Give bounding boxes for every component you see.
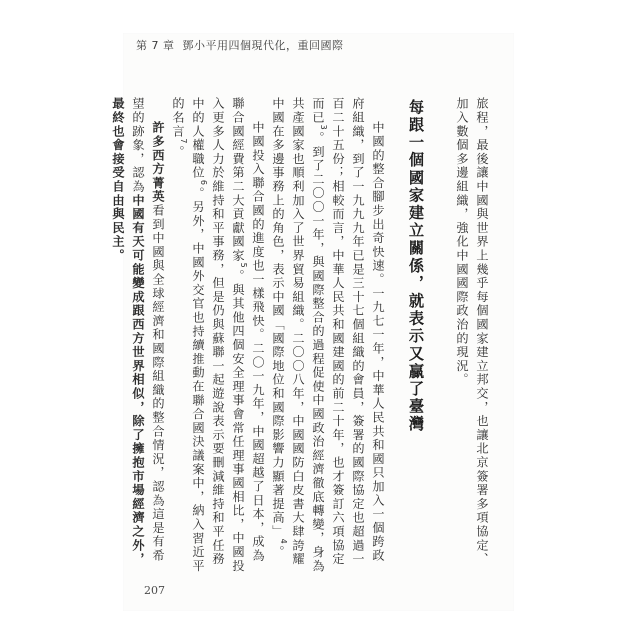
paragraph-text: 。 bbox=[271, 545, 285, 560]
paragraph-integration bbox=[268, 97, 388, 575]
footnote-marker: 6 bbox=[199, 179, 209, 187]
footnote-marker: 4 bbox=[279, 538, 289, 546]
chapter-number: 第 7 章 bbox=[136, 39, 175, 52]
section-heading: 每跟一個國家建立關係，就表示又贏了臺灣 bbox=[407, 99, 425, 434]
running-header bbox=[136, 36, 344, 54]
paragraph-text: 。到了二〇〇一年，與國際整合的過程促使中國政治經濟徹底轉變，身為共產國家也順利加入了世界貿易組織。二〇〇八年，中國國防白皮書大肆誇耀中國在多邊事務上的角色，表示中國「國際地位和國際影響力顯著提高」 bbox=[271, 97, 325, 573]
footnote-marker: 7 bbox=[179, 138, 189, 146]
paragraph-text: 中國的整合腳步出奇快速。一九七一年，中華人民共和國只加入一個跨政府組織，到了一九九九年已是三十七個組織的會員，簽署的國際協定也超過一百二十五份；相較而言，中華人民共和國建國的前二十年，也才簽訂六項協定而已 bbox=[311, 97, 385, 567]
emphasis-conclusion: 中國有天可能變成跟西方世界相似，除了擁抱市場經濟之外，最終也會接受自由與民主。 bbox=[111, 97, 145, 567]
paragraph-western-elites bbox=[108, 97, 168, 575]
vertical-text-body bbox=[111, 97, 492, 575]
paragraph-continuation: 旅程，最後讓中國與世界上幾乎每個國家建立邦交，也讓北京簽署多項協定、加入數個多邊組織，強化中國國際政治的現況。 bbox=[455, 97, 489, 567]
footnote-marker: 5 bbox=[239, 262, 249, 270]
paragraph-text: 中國投入聯合國的進度也一樣飛快。二〇一九年，中國超越了日本，成為聯合國經費第二大貢獻國家 bbox=[231, 97, 265, 563]
footnote-marker: 3 bbox=[319, 124, 329, 132]
paragraph-text: 。與其他四個安全理事會常任理事國相比，中國投入更多人力於維持和平事務，但是仍與蘇聯一起遊說表示要刪減維持和平任務中的人權職位 bbox=[191, 97, 245, 573]
paragraph-text: 看到中國與全球經濟和國際組織的整合情況，認為這是有希望的跡象，認為 bbox=[131, 97, 165, 564]
paragraph-un bbox=[168, 97, 268, 575]
page-number: 207 bbox=[144, 584, 165, 597]
book-page bbox=[111, 33, 514, 611]
paragraph-text: 。 bbox=[171, 145, 185, 159]
chapter-title: 鄧小平用四個現代化，重回國際 bbox=[182, 39, 344, 52]
emphasis-text: 許多西方菁英 bbox=[151, 121, 165, 205]
paragraph-text: 。另外，中國外交官也持續推動在聯合國決議案中，納入習近平的名言 bbox=[171, 97, 205, 573]
